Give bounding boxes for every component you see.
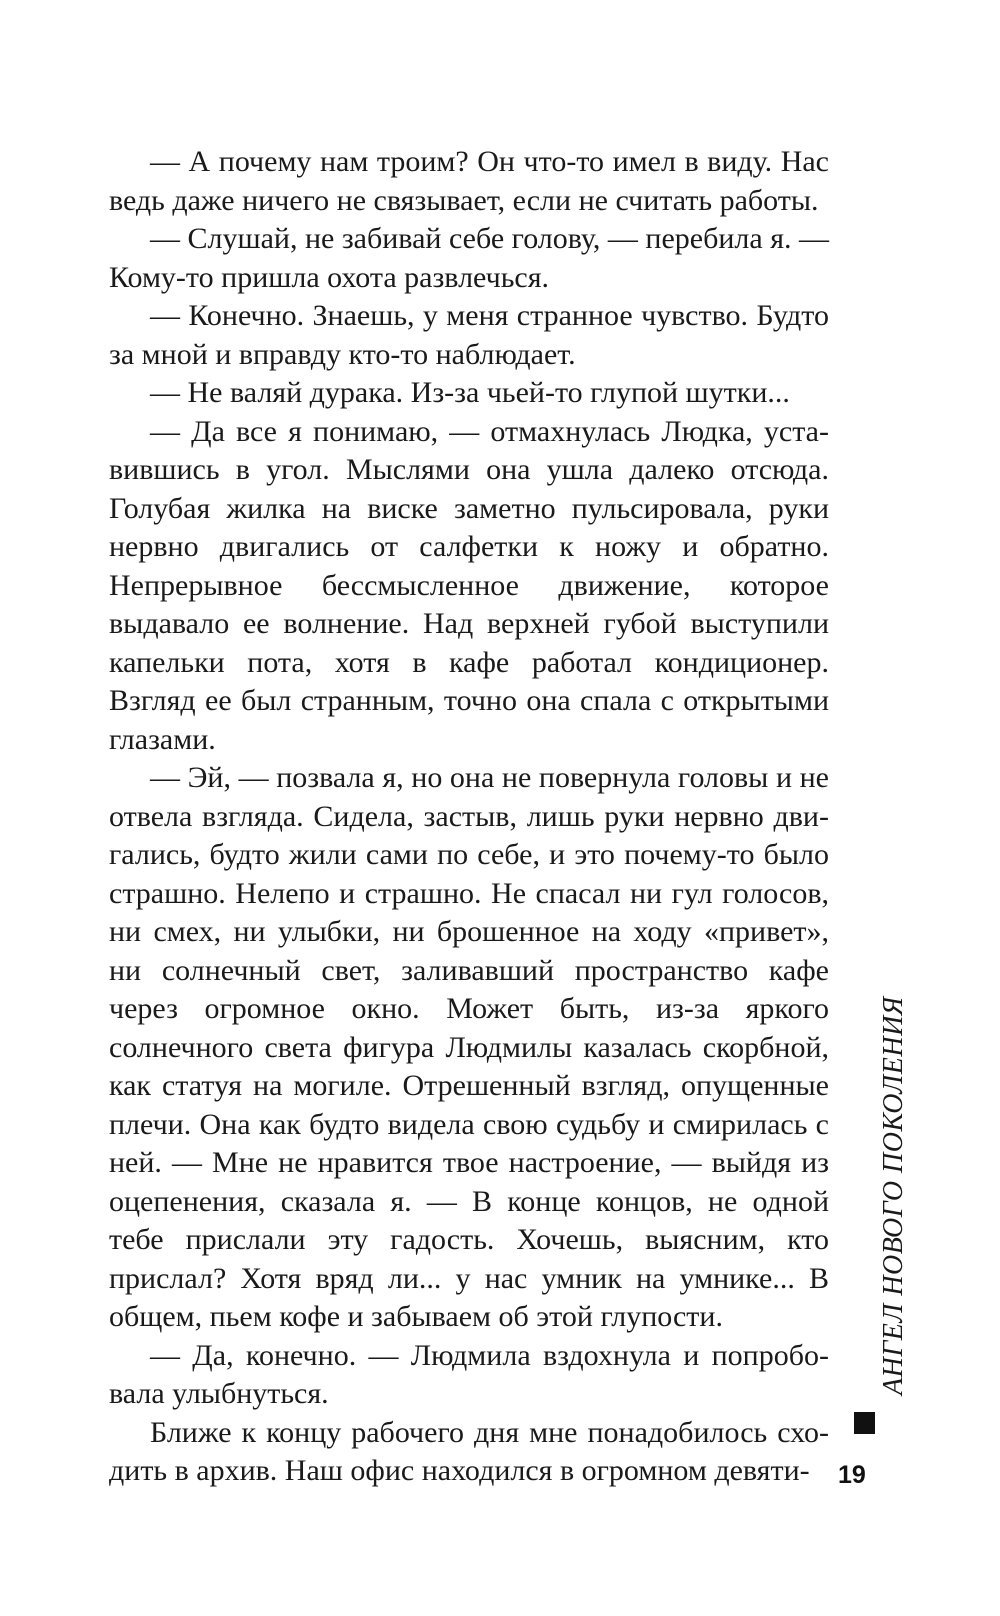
running-title: АНГЕЛ НОВОГО ПОКОЛЕНИЯ bbox=[878, 996, 909, 1395]
paragraph-2: — Слушай, не забивай себе голову, — перебила я. — Кому-то пришла охота развлечься. bbox=[109, 222, 829, 294]
paragraph-8: Ближе к концу рабочего дня мне понадобилось сходить в архив. Наш офис находился в огромном девяти- bbox=[109, 1415, 829, 1487]
paragraph-6: — Эй, — позвала я, но она не повернула головы и не отвела взгляда. Сидела, застыв, лишь руки нервно двигались, будто жили сами по себе, и это почему-то было страшно. Нелепо и страшно. Не спасал ни гул голосов, ни смех, ни улыбки, ни брошенное на ходу «привет», ни солнечный свет, заливавший пространство кафе через огромное окно. Может быть, из-за яркого солнечного света фигура Людмилы казалась скорбной, как статуя на могиле. Отрешенный взгляд, опущенные плечи. Она как будто видела свою судьбу и смирилась с ней. — Мне не нравится твое настроение, — выйдя из оцепенения, сказала я. — В конце концов, не одной тебе прислали эту гадость. Хочешь, выясним, кто прислал? Хотя вряд ли... у нас умник на умнике... В общем, пьем кофе и забываем об этой глупости. bbox=[109, 761, 829, 1333]
paragraph-5: — Да все я понимаю, — отмахнулась Людка, уставившись в угол. Мыслями она ушла далеко отсюда. Голубая жилка на виске заметно пульсировала, руки нервно двигались от салфетки к ножу и обратно. Непрерывное бессмысленное движение, которое выдавало ее волнение. Над верхней губой выступили капельки пота, хотя в кафе работал кондиционер. Взгляд ее был странным, точно она спала с открытыми глазами. bbox=[109, 414, 829, 756]
section-marker-square bbox=[854, 1412, 875, 1434]
paragraph-4: — Не валяй дурака. Из-за чьей-то глупой шутки... bbox=[150, 376, 790, 409]
paragraph-7: — Да, конечно. — Людмила вздохнула и попробовала улыбнуться. bbox=[109, 1338, 829, 1410]
paragraph-3: — Конечно. Знаешь, у меня странное чувство. Будто за мной и вправду кто-то наблюдает. bbox=[109, 299, 829, 371]
page-number: 19 bbox=[838, 1461, 866, 1489]
paragraph-1: — А почему нам троим? Он что-то имел в виду. Нас ведь даже ничего не связывает, если не считать работы. bbox=[109, 145, 829, 217]
body-text bbox=[109, 143, 829, 1491]
